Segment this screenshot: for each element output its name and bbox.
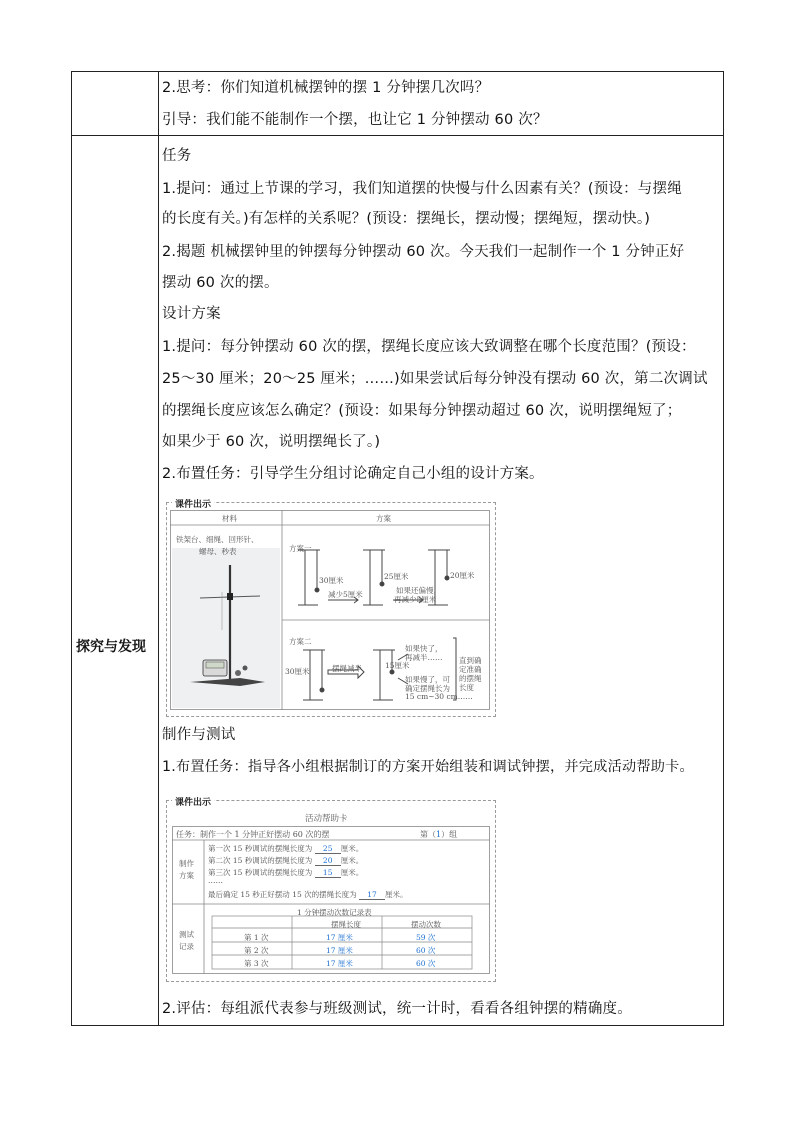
card1-col-plan: 方案	[376, 514, 391, 523]
record-row-name: 第 2 次	[244, 946, 269, 955]
trial-line-3: 第三次 15 秒调试的摆绳长度为 15 厘米。	[208, 868, 364, 877]
trial-dots: ……	[208, 876, 223, 885]
eval-p2: 2.评估：每组派代表参与班级测试，统一计时，看看各组钟摆的精确度。	[162, 1001, 632, 1017]
trial-line-2: 第二次 15 秒调试的摆绳长度为 20 厘米。	[208, 856, 364, 865]
make-p1: 1.布置任务：指导各小组根据制订的方案开始组装和调试钟摆，并完成活动帮助卡。	[162, 759, 694, 775]
design-p2: 2.布置任务：引导学生分组讨论确定自己小组的设计方案。	[162, 466, 544, 482]
plan1-note-line2: 再减少5厘米	[394, 595, 437, 604]
section-label: 探究与发现	[76, 639, 146, 655]
plan1-arrow-label: 减少5厘米	[328, 590, 363, 599]
plan1-note-line1: 如果还偏慢，	[396, 586, 441, 595]
design-heading: 设计方案	[162, 306, 221, 322]
intro-guide: 引导：我们能不能制作一个摆，也让它 1 分钟摆动 60 次？	[162, 112, 548, 128]
plan2-right-line3: 的摆绳	[459, 674, 482, 683]
design-p1-line2: 25～30 厘米；20～25 厘米；……)如果尝试后每分钟没有摆动 60 次，第二次调试	[162, 371, 708, 387]
design-p1-line1: 1.提问：每分钟摆动 60 次的摆，摆绳长度应该大致调整在哪个长度范围？(预设：	[162, 339, 696, 355]
plan2-title: 方案二	[289, 637, 312, 646]
plan2-fast-line2: 再减半……	[405, 653, 443, 662]
trial-3-value: 15	[315, 868, 341, 878]
plan2-arrow-label: 摆绳减半	[332, 664, 362, 673]
record-row-count: 60 次	[416, 946, 436, 955]
record-row-length: 17 厘米	[326, 959, 353, 968]
task-p1-line2: 的长度有关。)有怎样的关系呢？(预设：摆绳长，摆动慢；摆绳短，摆动快。)	[162, 211, 651, 227]
final-line: 最后确定 15 秒正好摆动 15 次的摆绳长度为 17 厘米。	[208, 890, 408, 899]
card2-tag: 课件出示	[172, 795, 214, 808]
helper-card-title: 活动帮助卡	[305, 814, 348, 824]
plan2-length-b: 15厘米	[385, 661, 410, 670]
record-row-length: 17 厘米	[326, 933, 353, 942]
record-row-count: 59 次	[416, 933, 436, 942]
plan2-length-a: 30厘米	[285, 667, 310, 676]
card1-tag: 课件出示	[172, 497, 214, 510]
record-col-length: 摆绳长度	[331, 920, 361, 929]
record-row-name: 第 1 次	[244, 933, 269, 942]
intro-question: 2.思考：你们知道机械摆钟的摆 1 分钟摆几次吗？	[162, 80, 490, 96]
record-row-count: 60 次	[416, 959, 436, 968]
plan-label-line2: 方案	[179, 871, 194, 880]
helper-group-number: 1	[436, 830, 442, 839]
helper-task-label: 任务：制作一个 1 分钟正好摆动 60 次的摆	[176, 830, 330, 839]
task-p2-line2: 摆动 60 次的摆。	[162, 275, 279, 291]
design-p1-line3: 的摆绳长度应该怎么确定？(预设：如果每分钟摆动超过 60 次，说明摆绳短了；	[162, 403, 682, 419]
plan1-length-b: 25厘米	[384, 572, 409, 581]
task-p2-line1: 2.揭题 机械摆钟里的钟摆每分钟摆动 60 次。今天我们一起制作一个 1 分钟正好	[162, 244, 685, 260]
trial-1-value: 25	[315, 844, 341, 854]
task-heading: 任务	[162, 148, 192, 164]
plan1-length-c: 20厘米	[450, 571, 475, 580]
plan2-slow-line2: 确定摆绳长为	[405, 684, 450, 693]
plan2-right-line1: 直到确	[459, 656, 482, 665]
plan2-right-line4: 长度	[459, 683, 474, 692]
plan2-fast-line1: 如果快了，	[405, 644, 443, 653]
trial-2-value: 20	[315, 856, 341, 866]
design-p1-line4: 如果少于 60 次，说明摆绳长了。)	[162, 434, 381, 450]
make-heading: 制作与测试	[162, 727, 236, 743]
plan1-title: 方案一	[289, 544, 312, 553]
trial-line-1: 第一次 15 秒调试的摆绳长度为 25 厘米。	[208, 844, 364, 853]
record-row-name: 第 3 次	[244, 959, 269, 968]
record-title: 1 分钟摆动次数记录表	[297, 908, 372, 917]
plan2-right-line2: 定准确	[459, 665, 482, 674]
helper-group: 第（1）组	[420, 830, 458, 839]
test-label-line2: 记录	[179, 942, 194, 951]
task-p1-line1: 1.提问：通过上节课的学习，我们知道摆的快慢与什么因素有关？(预设：与摆绳	[162, 181, 682, 197]
plan2-slow-line1: 如果慢了，可	[405, 675, 450, 684]
plan2-slow-line3: 15 cm~30 cm……	[405, 692, 473, 701]
record-row-length: 17 厘米	[326, 946, 353, 955]
final-value: 17	[359, 890, 385, 900]
plan1-length-a: 30厘米	[319, 576, 344, 585]
card1-col-material: 材料	[222, 514, 237, 523]
card1-materials-line1: 铁架台、细绳、回形针、	[176, 535, 259, 544]
plan-label-line1: 制作	[179, 859, 194, 868]
record-col-count: 摆动次数	[411, 920, 441, 929]
card1-materials-line2: 螺母、秒表	[199, 547, 237, 556]
test-label-line1: 测试	[179, 930, 194, 939]
